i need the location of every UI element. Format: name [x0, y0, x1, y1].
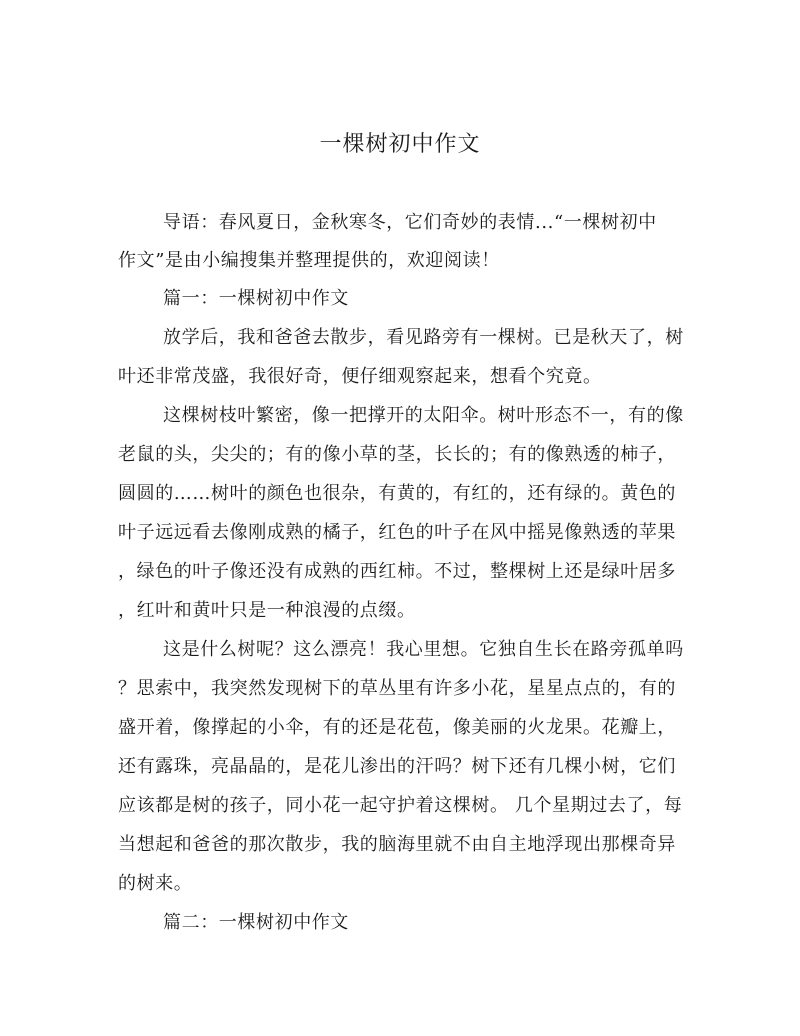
paragraph-line: 叶子远远看去像刚成熟的橘子，红色的叶子在风中摇晃像熟透的苹果 [118, 522, 676, 543]
paragraph-line: ，绿色的叶子像还没有成熟的西红柿。不过，整棵树上还是绿叶居多 [118, 561, 676, 582]
paragraph-line: 这是什么树呢？这么漂亮！我心里想。它独自生长在路旁孤单吗 [163, 639, 684, 660]
paragraph-line: 应该都是树的孩子，同小花一起守护着这棵树。 几个星期过去了，每 [118, 795, 683, 816]
paragraph-line: 放学后，我和爸爸去散步，看见路旁有一棵树。已是秋天了，树 [163, 327, 684, 348]
document-title: 一棵树初中作文 [319, 132, 481, 157]
paragraph-line: ，红叶和黄叶只是一种浪漫的点缀。 [118, 600, 416, 621]
paragraph-line: 当想起和爸爸的那次散步，我的脑海里就不由自主地浮现出那棵奇异 [118, 834, 676, 855]
paragraph-line: 还有露珠，亮晶晶的，是花儿渗出的汗吗？树下还有几棵小树，它们 [118, 756, 676, 777]
section-heading: 篇二：一棵树初中作文 [163, 912, 349, 933]
paragraph-line: 叶还非常茂盛，我很好奇，便仔细观察起来，想看个究竟。 [118, 366, 602, 387]
paragraph-line: 导语：春风夏日，金秋寒冬，它们奇妙的表情...“一棵树初中 [163, 212, 657, 233]
section-heading: 篇一：一棵树初中作文 [163, 288, 349, 309]
paragraph-line: 圆圆的……树叶的颜色也很杂，有黄的，有红的，还有绿的。黄色的 [118, 483, 676, 504]
paragraph-line: ？思索中，我突然发现树下的草丛里有许多小花，星星点点的，有的 [118, 678, 676, 699]
paragraph-line: 这棵树枝叶繁密，像一把撑开的太阳伞。树叶形态不一，有的像 [163, 405, 684, 426]
paragraph-line: 盛开着，像撑起的小伞，有的还是花苞，像美丽的火龙果。花瓣上， [118, 717, 676, 738]
paragraph-line: 老鼠的头，尖尖的；有的像小草的茎，长长的；有的像熟透的柿子， [118, 444, 676, 465]
paragraph-line: 作文”是由小编搜集并整理提供的，欢迎阅读！ [118, 250, 500, 271]
paragraph-line: 的树来。 [118, 873, 193, 894]
